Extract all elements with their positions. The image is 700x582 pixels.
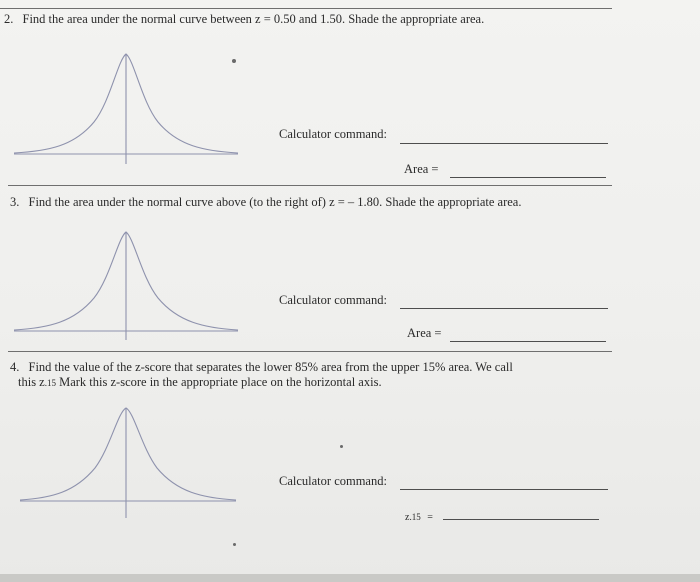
q3-bottom-rule xyxy=(8,351,612,352)
q2-calculator-blank[interactable] xyxy=(400,143,608,144)
q3-text: Find the area under the normal curve above (to the right of) z = – 1.80. Shade the appropriate area. xyxy=(28,195,522,209)
q3-normal-curve xyxy=(14,222,240,342)
q4-z-letter: z xyxy=(405,512,410,523)
q2-bottom-rule xyxy=(8,185,612,186)
q4-text-line1: Find the value of the z-score that separates the lower 85% area from the upper 15% area. We call xyxy=(28,360,513,374)
q4-normal-curve xyxy=(20,402,240,522)
q2-area-blank[interactable] xyxy=(450,177,606,178)
q4-line2-rest: Mark this z-score in the appropriate place on the horizontal axis. xyxy=(55,375,382,389)
q4-question-line2 xyxy=(18,375,382,391)
q2-normal-curve xyxy=(14,42,240,167)
q4-question-line1 xyxy=(10,360,513,375)
q3-number: 3. xyxy=(10,195,20,209)
q4-z-label xyxy=(405,512,433,523)
q2-text: Find the area under the normal curve between z = 0.50 and 1.50. Shade the appropriate area. xyxy=(22,12,485,26)
q4-line2-prefix: this z xyxy=(18,375,45,389)
q4-z-blank[interactable] xyxy=(443,519,599,520)
q2-calculator-label: Calculator command: xyxy=(279,127,387,141)
q4-stray-mark xyxy=(340,445,343,448)
q2-stray-mark xyxy=(232,59,236,63)
q4-number: 4. xyxy=(10,360,20,374)
q4-z-subscript: .15 xyxy=(409,512,421,522)
q4-calculator-blank[interactable] xyxy=(400,489,608,490)
q2-area-label: Area = xyxy=(404,162,439,176)
q4-stray-mark-2 xyxy=(233,543,236,546)
q3-question xyxy=(10,195,521,210)
q4-calculator-label: Calculator command: xyxy=(279,474,387,488)
page-bottom-edge xyxy=(0,574,700,582)
q4-z-equals: = xyxy=(427,512,433,523)
q3-area-blank[interactable] xyxy=(450,341,606,342)
q2-question xyxy=(4,12,484,27)
q3-calculator-label: Calculator command: xyxy=(279,293,387,307)
q2-number: 2. xyxy=(4,12,14,26)
q4-line2-subscript: .15 xyxy=(44,378,56,388)
top-rule xyxy=(0,8,612,9)
q3-calculator-blank[interactable] xyxy=(400,308,608,309)
q3-area-label: Area = xyxy=(407,326,442,340)
q4-bell-curve xyxy=(20,408,236,500)
